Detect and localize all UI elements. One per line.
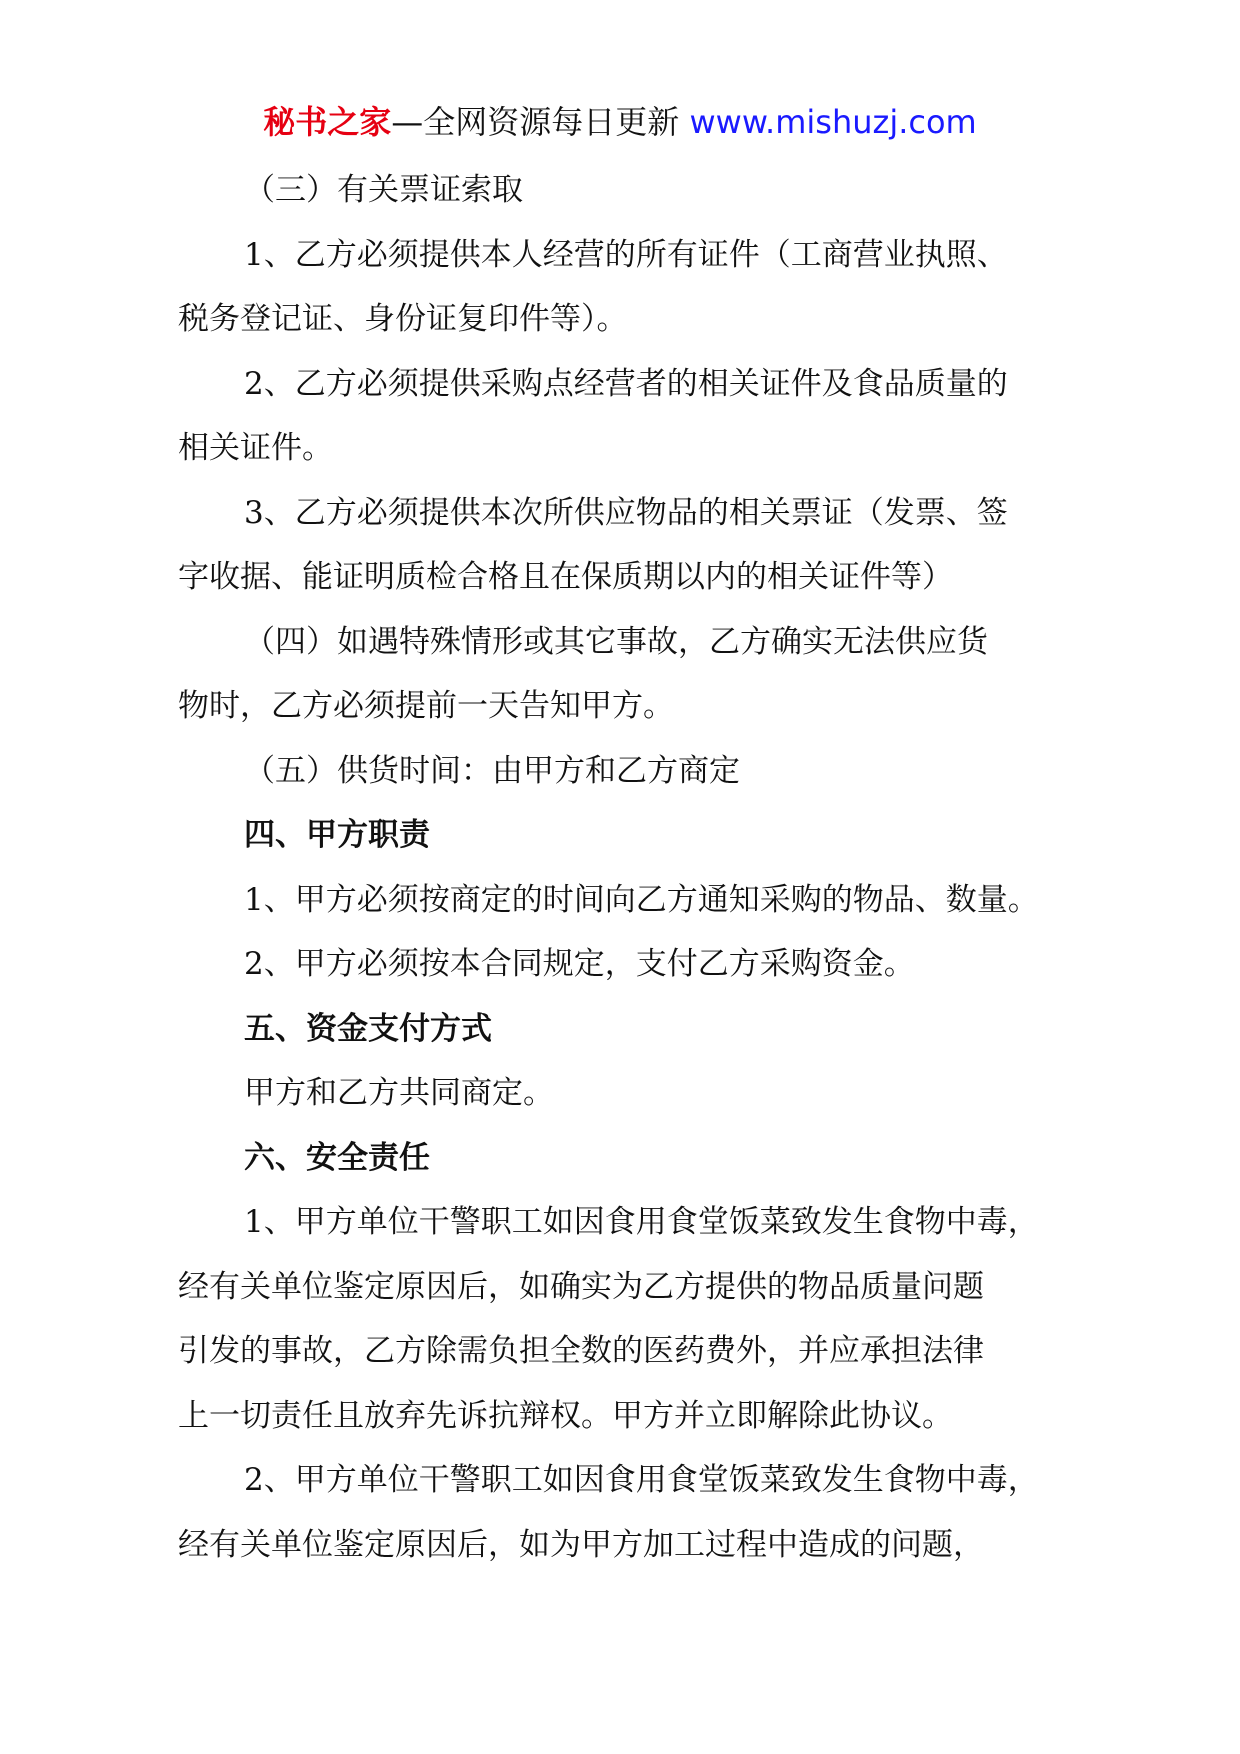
- paragraph-line: 2、甲方必须按本合同规定，支付乙方采购资金。: [244, 946, 915, 982]
- paragraph-line: 2、乙方必须提供采购点经营者的相关证件及食品质量的: [244, 365, 1008, 402]
- paragraph-line: 1、甲方必须按商定的时间向乙方通知采购的物品、数量。: [244, 881, 1039, 918]
- paragraph-line: 引发的事故，乙方除需负担全数的医药费外，并应承担法律: [178, 1333, 984, 1369]
- section-heading: 六、安全责任: [244, 1139, 430, 1176]
- header-tagline: —全网资源每日更新: [391, 103, 680, 141]
- paragraph-line: 物时，乙方必须提前一天告知甲方。: [178, 688, 674, 724]
- paragraph-line: 相关证件。: [178, 430, 333, 466]
- paragraph-line: 2、甲方单位干警职工如因食用食堂饭菜致发生食物中毒，: [244, 1462, 1039, 1498]
- page-header: [0, 100, 1240, 144]
- paragraph-line: 经有关单位鉴定原因后，如为甲方加工过程中造成的问题，: [178, 1526, 984, 1563]
- paragraph-line: 1、乙方必须提供本人经营的所有证件（工商营业执照、: [244, 236, 1008, 273]
- site-url[interactable]: www.mishuzj.com: [689, 103, 977, 141]
- brand-name: 秘书之家: [263, 103, 392, 141]
- paragraph-line: 1、甲方单位干警职工如因食用食堂饭菜致发生食物中毒，: [244, 1204, 1039, 1240]
- paragraph-line: 字收据、能证明质检合格且在保质期以内的相关证件等）: [178, 559, 953, 595]
- paragraph-line: 3、乙方必须提供本次所供应物品的相关票证（发票、签: [244, 494, 1008, 531]
- paragraph-line: 经有关单位鉴定原因后，如确实为乙方提供的物品质量问题: [178, 1268, 984, 1305]
- document-body: [178, 158, 1098, 1577]
- paragraph-line: （三）有关票证索取: [244, 172, 523, 208]
- paragraph-line: （四）如遇特殊情形或其它事故，乙方确实无法供应货: [244, 623, 988, 660]
- paragraph-line: （五）供货时间：由甲方和乙方商定: [244, 752, 740, 789]
- paragraph-line: 上一切责任且放弃先诉抗辩权。甲方并立即解除此协议。: [178, 1397, 953, 1434]
- section-heading: 四、甲方职责: [244, 817, 430, 853]
- paragraph-line: 甲方和乙方共同商定。: [244, 1075, 554, 1111]
- paragraph-line: 税务登记证、身份证复印件等）。: [178, 301, 628, 337]
- section-heading: 五、资金支付方式: [244, 1010, 492, 1047]
